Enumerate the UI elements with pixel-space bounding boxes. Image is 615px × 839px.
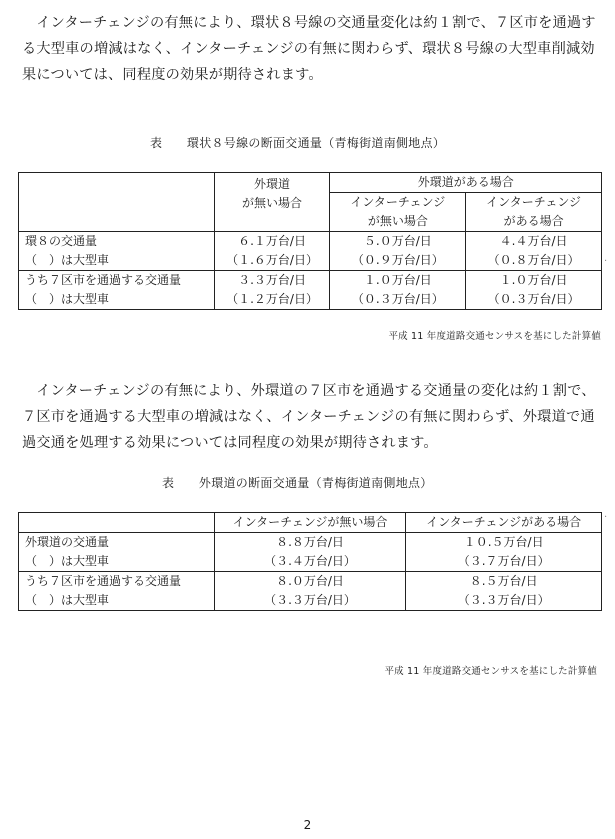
header-text: インターチェンジ: [350, 195, 446, 209]
table-row: [19, 533, 602, 572]
table-cell: [466, 232, 602, 271]
cell-value-sub: （０.８万台/日）: [487, 253, 580, 267]
table-cell: [406, 533, 602, 572]
table-cell: [214, 572, 406, 611]
table-row: [19, 572, 602, 611]
table-2-caption: 表 外環道の断面交通量（青梅街道南側地点）: [162, 476, 433, 490]
table-cell: [330, 271, 466, 310]
table-row: [19, 232, 602, 271]
table-kanpachi-traffic: [18, 172, 602, 310]
cell-value: ５.０万台/日: [363, 234, 432, 248]
cell-value: ８.５万台/日: [469, 574, 538, 588]
row-label-sub: （ ）は大型車: [25, 593, 110, 607]
paragraph-1: インターチェンジの有無により、環状８号線の交通量変化は約１割で、７区市を通過する大型車の増減はなく、インターチェンジの有無に関わらず、環状８号線の大型車削減効果については、同程度の効果が期待されます。: [22, 15, 596, 83]
table-1-caption: 表 環状８号線の断面交通量（青梅街道南側地点）: [150, 136, 446, 150]
row-label: [19, 533, 215, 572]
cell-value-sub: （３.７万台/日）: [457, 554, 550, 568]
table-cell: [466, 271, 602, 310]
table-header-row: [19, 513, 602, 533]
cell-value-sub: （１.６万台/日）: [226, 253, 318, 267]
row-label-text: うち７区市を通過する交通量: [25, 273, 182, 287]
table-gaikan-traffic: [18, 512, 602, 611]
header-with-interchange: [466, 193, 602, 232]
table-cell: [214, 271, 330, 310]
table-1-source-note: 平成 11 年度道路交通センサスを基にした計算値: [388, 331, 601, 342]
cell-value: １.０万台/日: [363, 273, 432, 287]
table-header-row: [19, 173, 602, 193]
table-cell: [330, 232, 466, 271]
cell-value-sub: （３.３万台/日）: [457, 593, 550, 607]
header-no-interchange: [330, 193, 466, 232]
row-label-sub: （ ）は大型車: [25, 554, 110, 568]
header-text: インターチェンジ: [486, 195, 582, 209]
page-number: 2: [303, 818, 312, 832]
table-cell: [406, 572, 602, 611]
row-label-text: 外環道の交通量: [25, 535, 110, 549]
cell-value-sub: （０.３万台/日）: [351, 292, 444, 306]
header-with-interchange: インターチェンジがある場合: [406, 513, 602, 533]
scan-speck: ·: [604, 512, 608, 523]
cell-value: １.０万台/日: [499, 273, 568, 287]
header-empty-cell: [19, 513, 215, 533]
row-label-text: 環８の交通量: [25, 234, 98, 248]
header-text: が無い場合: [367, 214, 428, 228]
header-no-interchange: インターチェンジが無い場合: [214, 513, 406, 533]
cell-value: ４.４万台/日: [499, 234, 568, 248]
scan-speck: ·: [604, 256, 608, 267]
row-label: [19, 271, 215, 310]
cell-value: ８.０万台/日: [276, 574, 344, 588]
table-cell: [214, 533, 406, 572]
cell-value: ３.３万台/日: [238, 273, 306, 287]
table-2-source-note: 平成 11 年度道路交通センサスを基にした計算値: [384, 666, 597, 677]
paragraph-2: インターチェンジの有無により、外環道の７区市を通過する交通量の変化は約１割で、７区市を通過する大型車の増減はなく、インターチェンジの有無に関わらず、外環道で通過交通を処理する効果については同程度の効果が期待されます。: [22, 383, 596, 451]
cell-value-sub: （０.９万台/日）: [351, 253, 444, 267]
header-text: がある場合: [503, 214, 564, 228]
cell-value-sub: （３.３万台/日）: [264, 593, 356, 607]
cell-value: ６.１万台/日: [238, 234, 306, 248]
header-text: が無い場合: [242, 196, 303, 210]
cell-value-sub: （０.３万台/日）: [487, 292, 580, 306]
row-label-sub: （ ）は大型車: [25, 253, 110, 267]
row-label: [19, 232, 215, 271]
cell-value-sub: （３.４万台/日）: [264, 554, 356, 568]
header-no-gaikan: [214, 173, 330, 232]
row-label-sub: （ ）は大型車: [25, 292, 110, 306]
header-with-gaikan-group: 外環道がある場合: [330, 173, 602, 193]
header-text: 外環道: [254, 177, 291, 191]
row-label: [19, 572, 215, 611]
cell-value: ８.８万台/日: [276, 535, 344, 549]
cell-value: １０.５万台/日: [463, 535, 544, 549]
header-empty-cell: [19, 173, 215, 232]
row-label-text: うち７区市を通過する交通量: [25, 574, 182, 588]
table-cell: [214, 232, 330, 271]
cell-value-sub: （１.２万台/日）: [226, 292, 318, 306]
table-row: [19, 271, 602, 310]
